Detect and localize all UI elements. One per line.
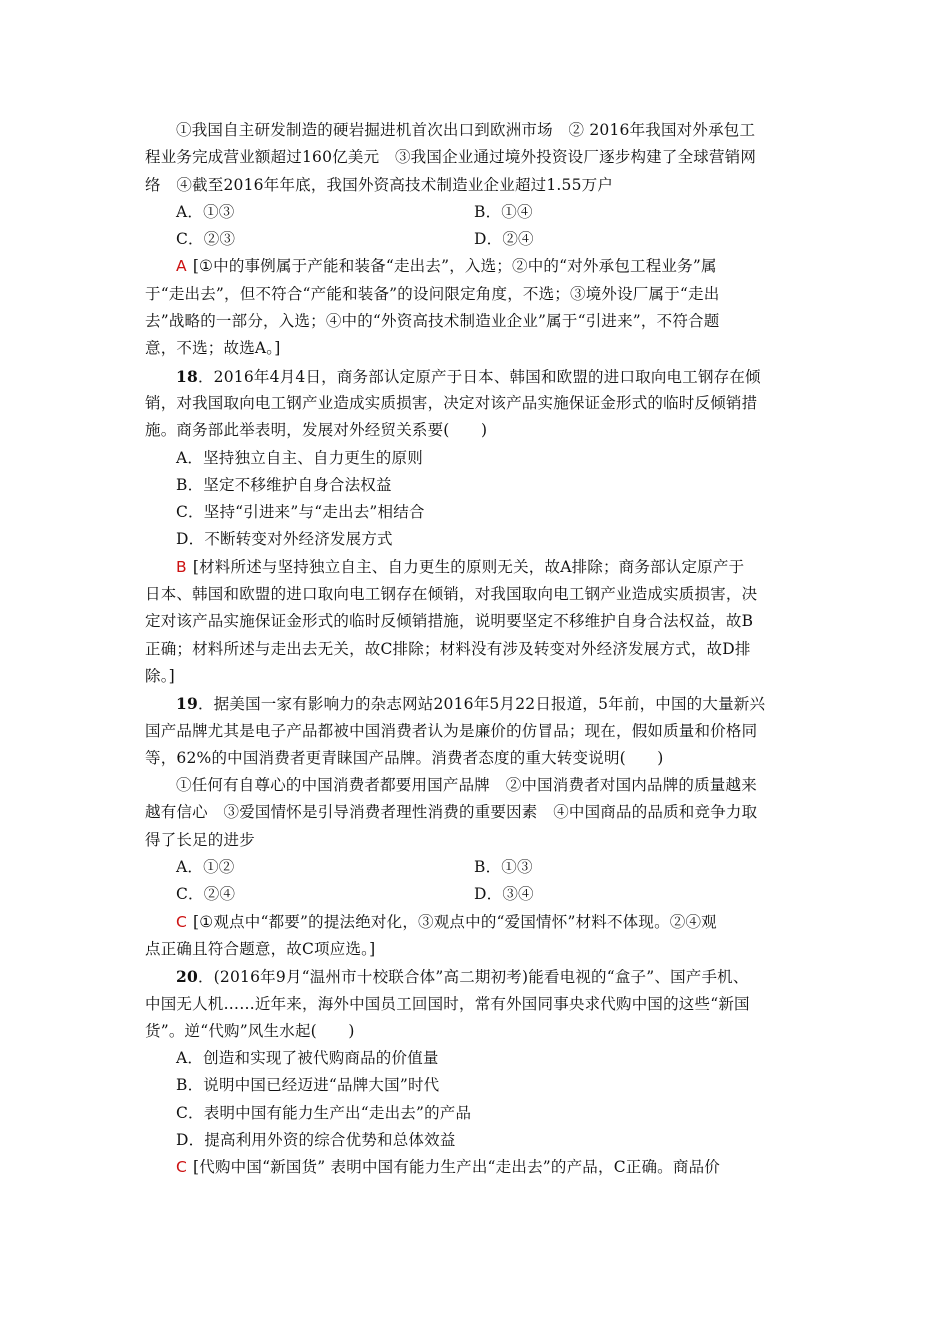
q19-number: 19 <box>176 694 198 714</box>
q19-stem-line-3: 等，62%的中国消费者更青睐国产品牌。消费者态度的重大转变说明( ) <box>145 748 664 767</box>
q20-stem-line-1: 20．(2016年9月“温州市十校联合体”高二期初考)能看电视的“盒子”、国产手机、 <box>176 967 749 987</box>
q20-option-a: A．创造和实现了被代购商品的价值量 <box>176 1049 439 1068</box>
q18-answer-letter: B <box>176 557 187 576</box>
q17-stem-line-3: 络 ④截至2016年年底，我国外资高技术制造业企业超过1.55万户 <box>145 175 614 194</box>
q17-option-c: C．②③ <box>176 230 236 249</box>
q17-explanation-line-2: 于“走出去”，但不符合“产能和装备”的设问限定角度，不选；③境外设厂属于“走出 <box>145 284 720 303</box>
q19-option-b: B．①③ <box>474 858 533 877</box>
q19-explanation-line-1: C [①观点中“都要”的提法绝对化，③观点中的“爱国情怀”材料不体现。②④观 <box>176 912 717 931</box>
q20-option-c: C．表明中国有能力生产出“走出去”的产品 <box>176 1103 472 1122</box>
q17-answer-letter: A <box>176 257 187 276</box>
q18-option-c: C．坚持“引进来”与“走出去”相结合 <box>176 503 425 522</box>
q18-stem-line-2: 销，对我国取向电工钢产业造成实质损害，决定对该产品实施保证金形式的临时反倾销措 <box>145 393 758 412</box>
q18-option-b: B．坚定不移维护自身合法权益 <box>176 475 392 494</box>
q19-options-row-1 <box>145 854 810 881</box>
q18-explanation-line-3: 定对该产品实施保证金形式的临时反倾销措施，说明要坚定不移维护自身合法权益，故B <box>145 612 754 631</box>
q17-option-d: D．②④ <box>474 230 534 249</box>
q19-stem-line-4: ①任何有自尊心的中国消费者都要用国产品牌 ②中国消费者对国内品牌的质量越来 <box>176 776 757 795</box>
q18-explanation-line-4: 正确；材料所述与走出去无关，故C排除；材料没有涉及转变对外经济发展方式，故D排 <box>145 639 751 658</box>
q20-stem-line-3: 货”。逆“代购”风生水起( ) <box>145 1021 355 1040</box>
q19-stem-line-1: 19．据美国一家有影响力的杂志网站2016年5月22日报道，5年前，中国的大量新兴 <box>176 694 766 714</box>
q17-stem-line-2: 程业务完成营业额超过160亿美元 ③我国企业通过境外投资设厂逐步构建了全球营销网 <box>145 148 757 167</box>
q18-explanation-line-2: 日本、韩国和欧盟的进口取向电工钢存在倾销，对我国取向电工钢产业造成实质损害，决 <box>145 585 758 604</box>
q20-answer-letter: C <box>176 1158 188 1177</box>
q20-stem-line-2: 中国无人机……近年来，海外中国员工回国时，常有外国同事央求代购中国的这些“新国 <box>145 994 750 1013</box>
q17-option-b: B．①④ <box>474 202 533 221</box>
q18-stem-line-1: 18．2016年4月4日，商务部认定原产于日本、韩国和欧盟的进口取向电工钢存在倾 <box>176 366 761 386</box>
q20-option-b: B．说明中国已经迈进“品牌大国”时代 <box>176 1076 440 1095</box>
q19-stem-line-6: 得了长足的进步 <box>145 830 255 849</box>
q17-options-row-2 <box>145 226 810 253</box>
q19-explanation-line-2: 点正确且符合题意，故C项应选。] <box>145 939 376 958</box>
q19-stem-line-2: 国产品牌尤其是电子产品都被中国消费者认为是廉价的仿冒品；现在，假如质量和价格同 <box>145 721 758 740</box>
q19-option-d: D．③④ <box>474 885 534 904</box>
q18-option-a: A．坚持独立自主、自力更生的原则 <box>176 448 423 467</box>
q17-stem-line-1: ①我国自主研发制造的硬岩掘进机首次出口到欧洲市场 ② 2016年我国对外承包工 <box>176 121 756 139</box>
q18-explanation-line-5: 除。] <box>145 666 175 685</box>
q18-number: 18 <box>176 366 198 386</box>
q18-option-d: D．不断转变对外经济发展方式 <box>176 530 393 549</box>
document-page <box>145 117 810 1182</box>
q17-explanation-line-3: 去”战略的一部分，入选；④中的“外资高技术制造业企业”属于“引进来”，不符合题 <box>145 312 720 331</box>
q19-option-a: A．①② <box>176 858 235 877</box>
q20-option-d: D．提高利用外资的综合优势和总体效益 <box>176 1130 456 1149</box>
q17-options-row-1 <box>145 199 810 226</box>
q17-explanation-line-4: 意，不选；故选A。] <box>145 339 281 358</box>
q17-option-a: A．①③ <box>176 202 235 221</box>
q20-number: 20 <box>176 967 198 987</box>
q19-answer-letter: C <box>176 912 188 931</box>
q19-options-row-2 <box>145 881 810 908</box>
q19-stem-line-5: 越有信心 ③爱国情怀是引导消费者理性消费的重要因素 ④中国商品的品质和竞争力取 <box>145 803 758 822</box>
q18-stem-line-3: 施。商务部此举表明，发展对外经贸关系要( ) <box>145 421 488 440</box>
q17-explanation-line-1: A [①中的事例属于产能和装备“走出去”，入选；②中的“对外承包工程业务”属 <box>176 257 717 276</box>
q18-explanation-line-1: B [材料所述与坚持独立自主、自力更生的原则无关，故A排除；商务部认定原产于 <box>176 557 745 576</box>
q19-option-c: C．②④ <box>176 885 236 904</box>
q20-explanation-line-1: C [代购中国“新国货” 表明中国有能力生产出“走出去”的产品，C正确。商品价 <box>176 1158 720 1177</box>
